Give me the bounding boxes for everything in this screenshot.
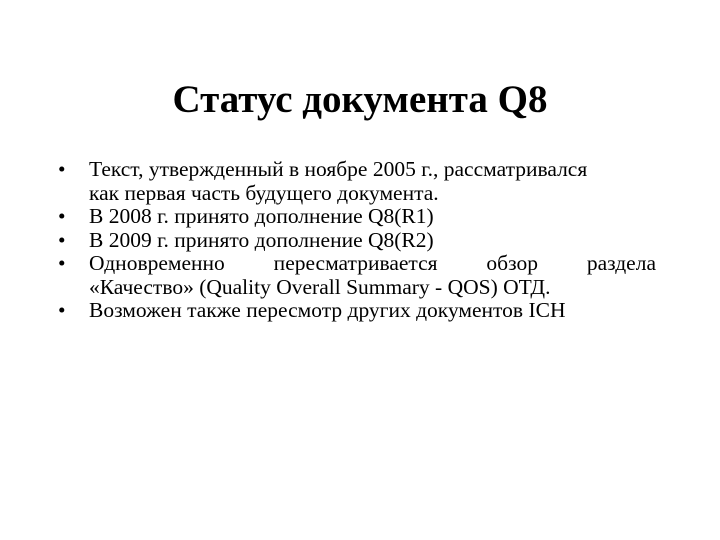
bullet-text-line: В 2009 г. принято дополнение Q8(R2) [89, 227, 434, 252]
bullet-list [58, 158, 656, 323]
bullet-text-line: Одновременно пересматривается обзор раздела [89, 251, 656, 275]
bullet-item [58, 205, 656, 229]
bullet-marker: • [58, 227, 66, 252]
bullet-item [58, 229, 656, 253]
bullet-marker: • [58, 298, 66, 322]
bullet-item [58, 252, 656, 299]
bullet-item [58, 299, 656, 323]
bullet-marker: • [58, 157, 66, 181]
bullet-marker: • [58, 251, 66, 275]
bullet-text-line: Возможен также пересмотр других документов ICH [89, 298, 566, 322]
bullet-text-line: Текст, утвержденный в ноябре 2005 г., рассматривался [89, 157, 588, 181]
bullet-text-line: как первая часть будущего документа. [89, 180, 439, 205]
bullet-item [58, 158, 656, 205]
bullet-text-line: В 2008 г. принято дополнение Q8(R1) [89, 204, 434, 228]
bullet-marker: • [58, 204, 66, 228]
bullet-text-line: «Качество» (Quality Overall Summary - QOS) ОТД. [89, 274, 551, 299]
slide-title: Статус документа Q8 [172, 78, 548, 121]
